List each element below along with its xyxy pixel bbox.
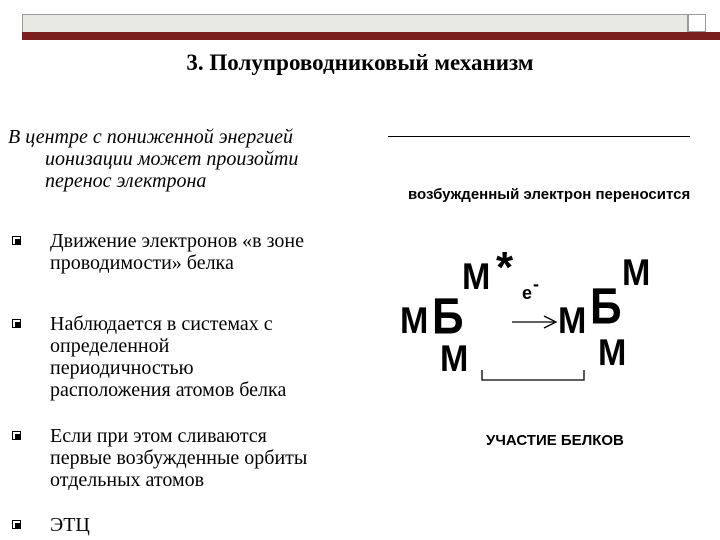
bullet-item-1 [12, 230, 382, 274]
intro-text [8, 126, 378, 192]
header-stripe [22, 32, 720, 40]
bullet-line: проводимости» белка [50, 252, 234, 274]
bullet-line: Наблюдается в системах с [50, 313, 273, 335]
bullet-line: определенной [50, 335, 170, 357]
bullet-line: Если при этом сливаются [50, 425, 267, 447]
b-letter-right: Б [590, 278, 622, 335]
excited-star: * [496, 243, 514, 292]
diagram-caption-top: возбужденный электрон переносится [408, 186, 691, 203]
electron-charge: - [533, 274, 539, 294]
bullet-line: Движение электронов «в зоне [50, 230, 304, 252]
intro-line-2: ионизации может произойти [45, 148, 299, 170]
m-letter-right: М [558, 299, 587, 342]
bullet-line: ЭТЦ [50, 514, 90, 536]
electron-symbol: e [522, 283, 533, 303]
diagram-caption-bottom: УЧАСТИЕ БЕЛКОВ [486, 432, 624, 449]
m-letter-bottom-left: М [440, 337, 469, 380]
m-letter-top-left: М [462, 255, 491, 298]
divider-line [388, 136, 690, 137]
bullet-square-icon [12, 319, 21, 328]
bullet-line: отдельных атомов [50, 469, 205, 491]
bracket-line [480, 368, 590, 386]
bullet-item-3 [12, 425, 382, 491]
bullet-line: периодичностью [50, 357, 194, 379]
header-bar [22, 14, 688, 34]
m-letter-left: М [400, 299, 429, 342]
bullet-square-icon [12, 520, 21, 529]
bullet-square-icon [12, 431, 21, 440]
header-corner-box [688, 14, 706, 32]
transfer-arrow-icon [510, 314, 560, 330]
bullet-item-2 [12, 313, 382, 401]
bullet-square-icon [12, 236, 21, 245]
b-letter-left: Б [432, 288, 464, 345]
slide-title: 3. Полупроводниковый механизм [186, 50, 534, 75]
intro-line-1: В центре с пониженной энергией [8, 126, 293, 148]
bullet-item-4 [12, 514, 382, 536]
intro-line-3: перенос электрона [45, 170, 207, 192]
bullet-line: расположения атомов белка [50, 379, 287, 401]
m-letter-bottom-right: М [598, 331, 627, 374]
m-letter-top-right: М [622, 251, 651, 294]
bullet-line: первые возбужденные орбиты [50, 447, 308, 469]
